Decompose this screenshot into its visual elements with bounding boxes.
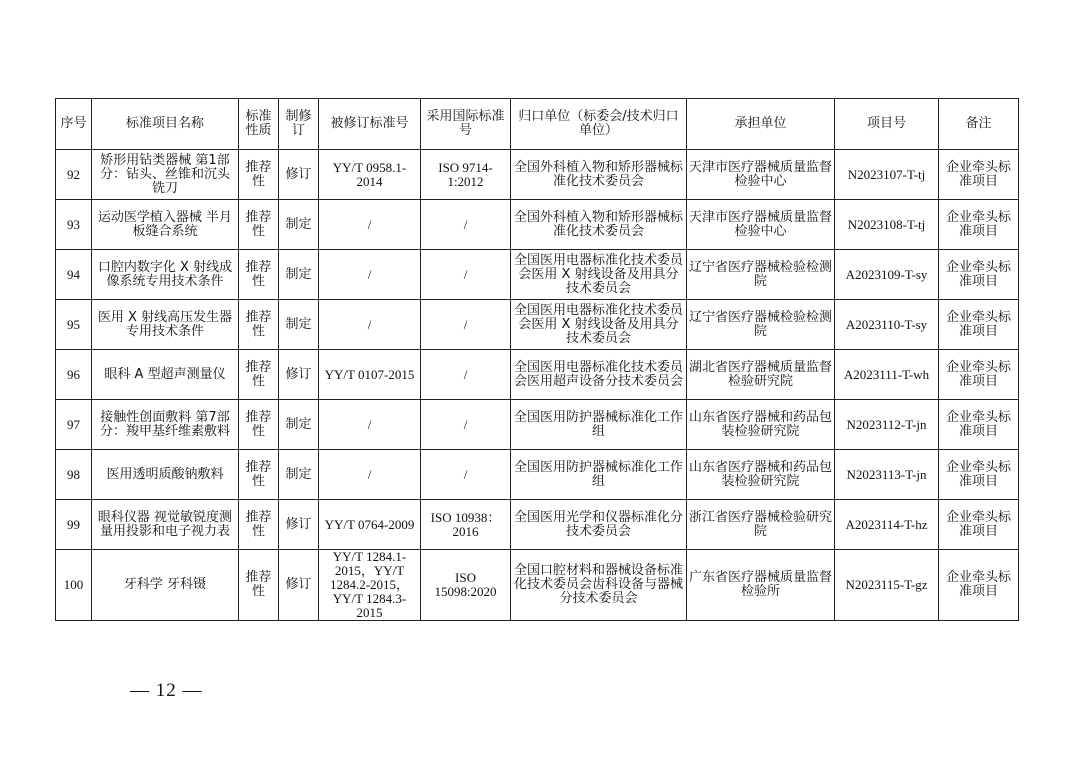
- standard-name: 眼科仪器 视觉敏锐度测量用投影和电子视力表: [92, 500, 239, 550]
- standard-nature: 推荐性: [239, 350, 279, 400]
- intl-standard-no: /: [421, 200, 511, 250]
- standard-name: 医用 X 射线高压发生器专用技术条件: [92, 300, 239, 350]
- row-number: 99: [56, 500, 92, 550]
- standard-nature: 推荐性: [239, 400, 279, 450]
- responsible-unit: 天津市医疗器械质量监督检验中心: [687, 200, 835, 250]
- intl-standard-no: /: [421, 250, 511, 300]
- table-row: [56, 350, 1019, 400]
- technical-committee: 全国口腔材料和器械设备标准化技术委员会齿科设备与器械分技术委员会: [511, 550, 687, 621]
- standard-nature: 推荐性: [239, 500, 279, 550]
- project-no: A2023114-T-hz: [835, 500, 939, 550]
- revision-type: 修订: [279, 500, 319, 550]
- technical-committee: 全国医用防护器械标准化工作组: [511, 450, 687, 500]
- header-revised: 被修订标准号: [319, 99, 421, 150]
- project-no: N2023113-T-jn: [835, 450, 939, 500]
- page-number: — 12 —: [130, 680, 203, 701]
- revision-type: 制定: [279, 450, 319, 500]
- project-no: N2023107-T-tj: [835, 150, 939, 200]
- remark: 企业牵头标准项目: [939, 200, 1019, 250]
- intl-standard-no: /: [421, 450, 511, 500]
- row-number: 96: [56, 350, 92, 400]
- header-proj: 项目号: [835, 99, 939, 150]
- row-number: 98: [56, 450, 92, 500]
- responsible-unit: 天津市医疗器械质量监督检验中心: [687, 150, 835, 200]
- header-note: 备注: [939, 99, 1019, 150]
- project-no: N2023112-T-jn: [835, 400, 939, 450]
- intl-standard-no: /: [421, 400, 511, 450]
- revision-type: 修订: [279, 350, 319, 400]
- project-no: A2023109-T-sy: [835, 250, 939, 300]
- row-number: 93: [56, 200, 92, 250]
- table-row: [56, 150, 1019, 200]
- remark: 企业牵头标准项目: [939, 350, 1019, 400]
- header-row: [56, 99, 1019, 150]
- revised-standard-no: YY/T 1284.1-2015，YY/T 1284.2-2015，YY/T 1284.3-2015: [319, 550, 421, 621]
- revision-type: 制定: [279, 400, 319, 450]
- project-no: A2023110-T-sy: [835, 300, 939, 350]
- project-no: N2023115-T-gz: [835, 550, 939, 621]
- responsible-unit: 广东省医疗器械质量监督检验所: [687, 550, 835, 621]
- table-row: [56, 250, 1019, 300]
- standard-name: 接触性创面敷料 第7部分：羧甲基纤维素敷料: [92, 400, 239, 450]
- revised-standard-no: /: [319, 250, 421, 300]
- remark: 企业牵头标准项目: [939, 250, 1019, 300]
- remark: 企业牵头标准项目: [939, 150, 1019, 200]
- project-no: N2023108-T-tj: [835, 200, 939, 250]
- standard-name: 眼科 A 型超声测量仪: [92, 350, 239, 400]
- table-row: [56, 400, 1019, 450]
- intl-standard-no: ISO 15098:2020: [421, 550, 511, 621]
- technical-committee: 全国医用电器标准化技术委员会医用 X 射线设备及用具分技术委员会: [511, 250, 687, 300]
- remark: 企业牵头标准项目: [939, 450, 1019, 500]
- standard-nature: 推荐性: [239, 200, 279, 250]
- technical-committee: 全国外科植入物和矫形器械标准化技术委员会: [511, 150, 687, 200]
- responsible-unit: 山东省医疗器械和药品包装检验研究院: [687, 450, 835, 500]
- revised-standard-no: /: [319, 400, 421, 450]
- responsible-unit: 辽宁省医疗器械检验检测院: [687, 300, 835, 350]
- standard-name: 矫形用钻类器械 第1部分：钻头、丝锥和沉头铣刀: [92, 150, 239, 200]
- revised-standard-no: YY/T 0107-2015: [319, 350, 421, 400]
- standard-name: 口腔内数字化 X 射线成像系统专用技术条件: [92, 250, 239, 300]
- intl-standard-no: ISO 10938：2016: [421, 500, 511, 550]
- revision-type: 修订: [279, 550, 319, 621]
- revised-standard-no: /: [319, 200, 421, 250]
- header-unit: 承担单位: [687, 99, 835, 150]
- table-row: [56, 450, 1019, 500]
- table-row: [56, 300, 1019, 350]
- remark: 企业牵头标准项目: [939, 550, 1019, 621]
- responsible-unit: 辽宁省医疗器械检验检测院: [687, 250, 835, 300]
- row-number: 100: [56, 550, 92, 621]
- row-number: 92: [56, 150, 92, 200]
- remark: 企业牵头标准项目: [939, 500, 1019, 550]
- intl-standard-no: ISO 9714-1:2012: [421, 150, 511, 200]
- revision-type: 制定: [279, 250, 319, 300]
- standard-name: 牙科学 牙科镊: [92, 550, 239, 621]
- project-no: A2023111-T-wh: [835, 350, 939, 400]
- standard-nature: 推荐性: [239, 150, 279, 200]
- row-number: 94: [56, 250, 92, 300]
- header-type: 制修订: [279, 99, 319, 150]
- remark: 企业牵头标准项目: [939, 300, 1019, 350]
- intl-standard-no: /: [421, 350, 511, 400]
- intl-standard-no: /: [421, 300, 511, 350]
- standard-nature: 推荐性: [239, 300, 279, 350]
- revision-type: 制定: [279, 300, 319, 350]
- header-nature: 标准性质: [239, 99, 279, 150]
- standard-nature: 推荐性: [239, 550, 279, 621]
- responsible-unit: 浙江省医疗器械检验研究院: [687, 500, 835, 550]
- standards-table: [55, 98, 1019, 621]
- technical-committee: 全国医用防护器械标准化工作组: [511, 400, 687, 450]
- revised-standard-no: YY/T 0764-2009: [319, 500, 421, 550]
- header-tc: 归口单位（标委会/技术归口单位）: [511, 99, 687, 150]
- header-no: 序号: [56, 99, 92, 150]
- header-name: 标准项目名称: [92, 99, 239, 150]
- remark: 企业牵头标准项目: [939, 400, 1019, 450]
- header-intl: 采用国际标准号: [421, 99, 511, 150]
- technical-committee: 全国医用光学和仪器标准化分技术委员会: [511, 500, 687, 550]
- revision-type: 制定: [279, 200, 319, 250]
- responsible-unit: 山东省医疗器械和药品包装检验研究院: [687, 400, 835, 450]
- standard-nature: 推荐性: [239, 250, 279, 300]
- technical-committee: 全国医用电器标准化技术委员会医用超声设备分技术委员会: [511, 350, 687, 400]
- technical-committee: 全国医用电器标准化技术委员会医用 X 射线设备及用具分技术委员会: [511, 300, 687, 350]
- revised-standard-no: YY/T 0958.1-2014: [319, 150, 421, 200]
- standard-nature: 推荐性: [239, 450, 279, 500]
- standard-name: 运动医学植入器械 半月板缝合系统: [92, 200, 239, 250]
- standard-name: 医用透明质酸钠敷料: [92, 450, 239, 500]
- revised-standard-no: /: [319, 300, 421, 350]
- row-number: 97: [56, 400, 92, 450]
- table-row: [56, 550, 1019, 621]
- row-number: 95: [56, 300, 92, 350]
- revision-type: 修订: [279, 150, 319, 200]
- table-row: [56, 200, 1019, 250]
- responsible-unit: 湖北省医疗器械质量监督检验研究院: [687, 350, 835, 400]
- table-row: [56, 500, 1019, 550]
- technical-committee: 全国外科植入物和矫形器械标准化技术委员会: [511, 200, 687, 250]
- revised-standard-no: /: [319, 450, 421, 500]
